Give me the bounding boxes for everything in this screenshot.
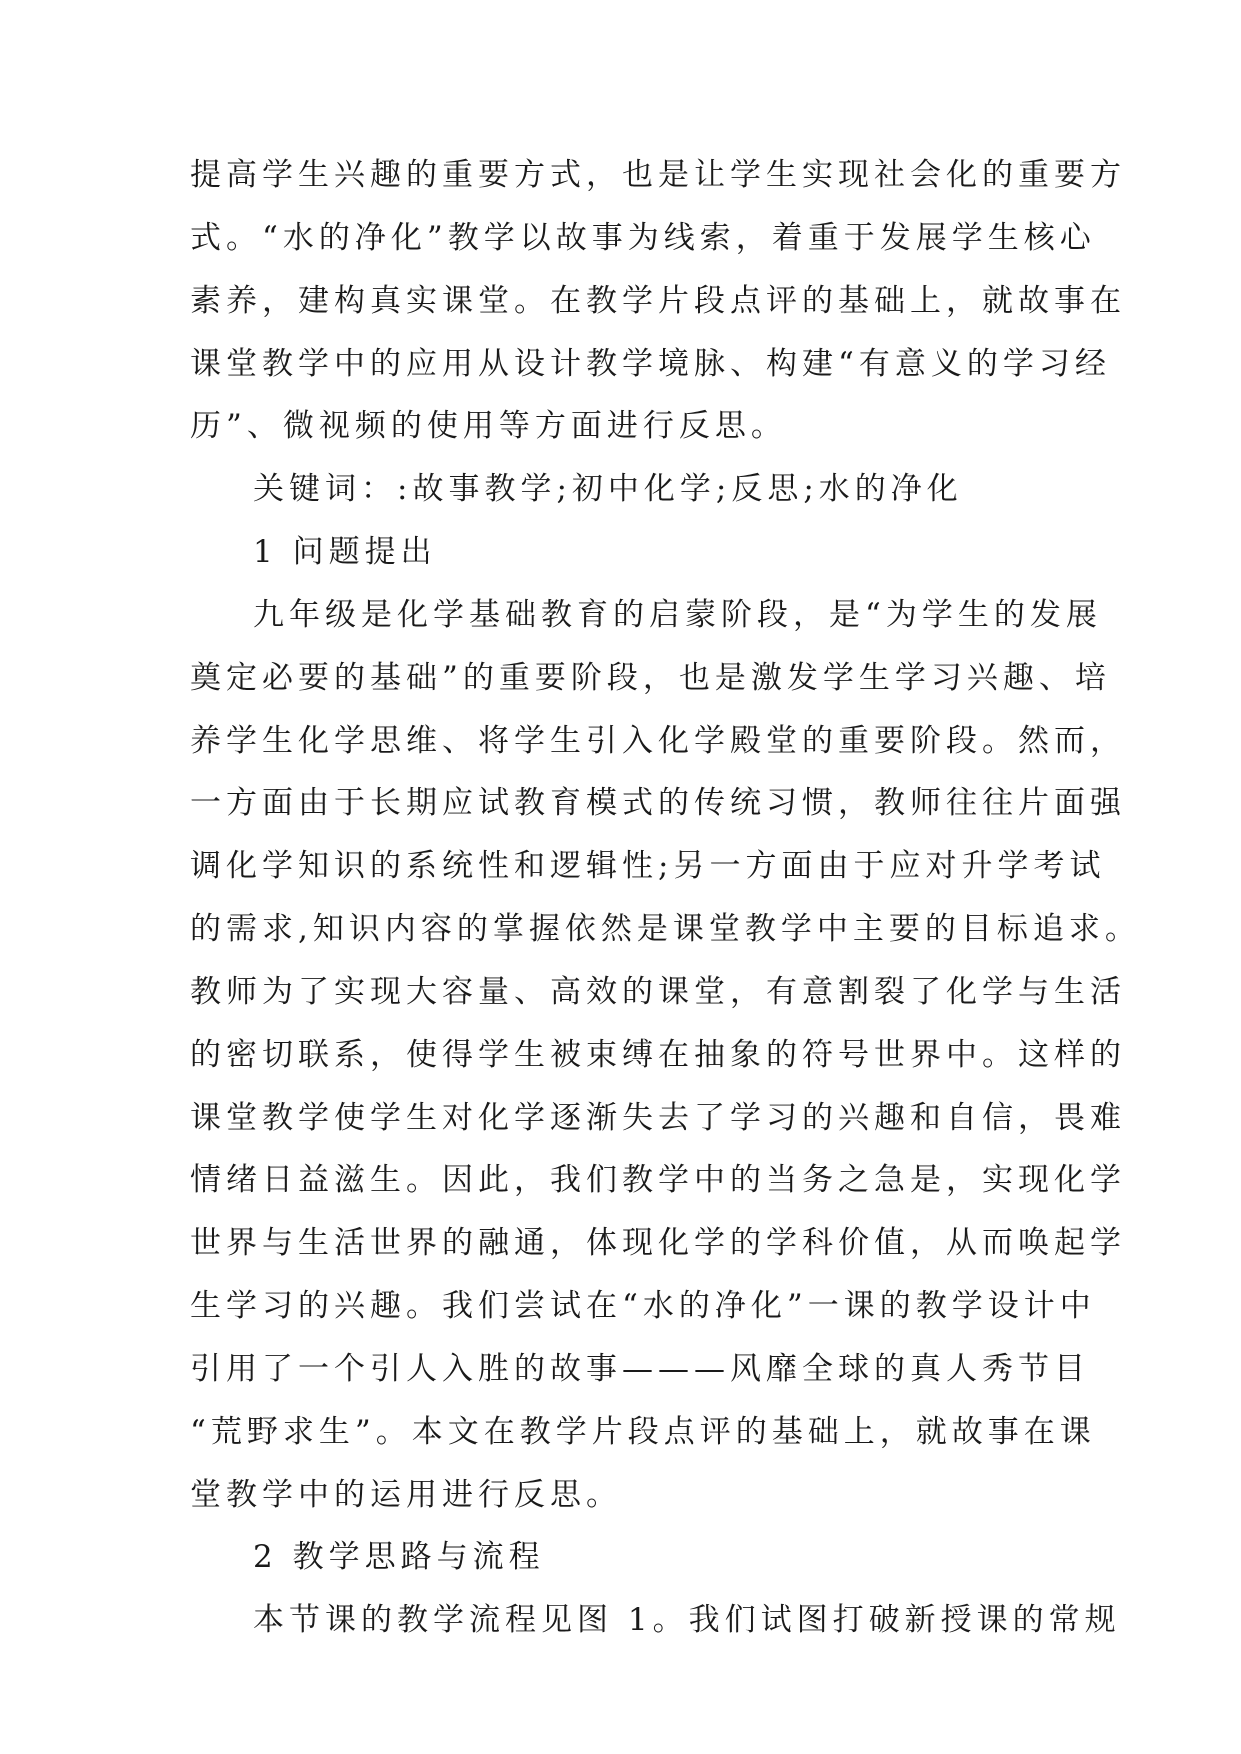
text-line: 教师为了实现大容量、高效的课堂，有意割裂了化学与生活 [190,974,1126,1010]
text-line: 九年级是化学基础教育的启蒙阶段，是“为学生的发展 [253,597,1102,633]
section-heading-1: 1 问题提出 [253,534,437,570]
keywords-line: 关键词：:故事教学;初中化学;反思;水的净化 [253,471,963,507]
text-line: 本节课的教学流程见图 1。我们试图打破新授课的常规 [253,1602,1121,1638]
text-line: 历”、微视频的使用等方面进行反思。 [190,408,787,444]
text-line: 世界与生活世界的融通，体现化学的学科价值，从而唤起学 [190,1225,1126,1261]
text-line: 课堂教学使学生对化学逐渐失去了学习的兴趣和自信，畏难 [190,1100,1126,1136]
text-line: 素养，建构真实课堂。在教学片段点评的基础上，就故事在 [190,283,1126,319]
text-line: 课堂教学中的应用从设计教学境脉、构建“有意义的学习经 [190,346,1111,382]
text-line: 堂教学中的运用进行反思。 [190,1477,622,1513]
text-line: 养学生化学思维、将学生引入化学殿堂的重要阶段。然而， [190,723,1126,759]
section-heading-2: 2 教学思路与流程 [253,1539,545,1575]
text-line: 情绪日益滋生。因此，我们教学中的当务之急是，实现化学 [190,1162,1126,1198]
text-line: 一方面由于长期应试教育模式的传统习惯，教师往往片面强 [190,785,1126,821]
text-line: 的密切联系，使得学生被束缚在抽象的符号世界中。这样的 [190,1037,1126,1073]
text-line: 式。“水的净化”教学以故事为线索，着重于发展学生核心 [190,220,1096,256]
text-line: “荒野求生”。本文在教学片段点评的基础上，就故事在课 [190,1414,1096,1450]
text-line: 生学习的兴趣。我们尝试在“水的净化”一课的教学设计中 [190,1288,1096,1324]
text-line: 的需求,知识内容的掌握依然是课堂教学中主要的目标追求。 [190,911,1141,947]
text-line: 提高学生兴趣的重要方式，也是让学生实现社会化的重要方 [190,157,1126,193]
text-line: 引用了一个引人入胜的故事———风靡全球的真人秀节目 [190,1351,1090,1387]
text-line: 调化学知识的系统性和逻辑性;另一方面由于应对升学考试 [190,848,1106,884]
text-line: 奠定必要的基础”的重要阶段，也是激发学生学习兴趣、培 [190,660,1111,696]
